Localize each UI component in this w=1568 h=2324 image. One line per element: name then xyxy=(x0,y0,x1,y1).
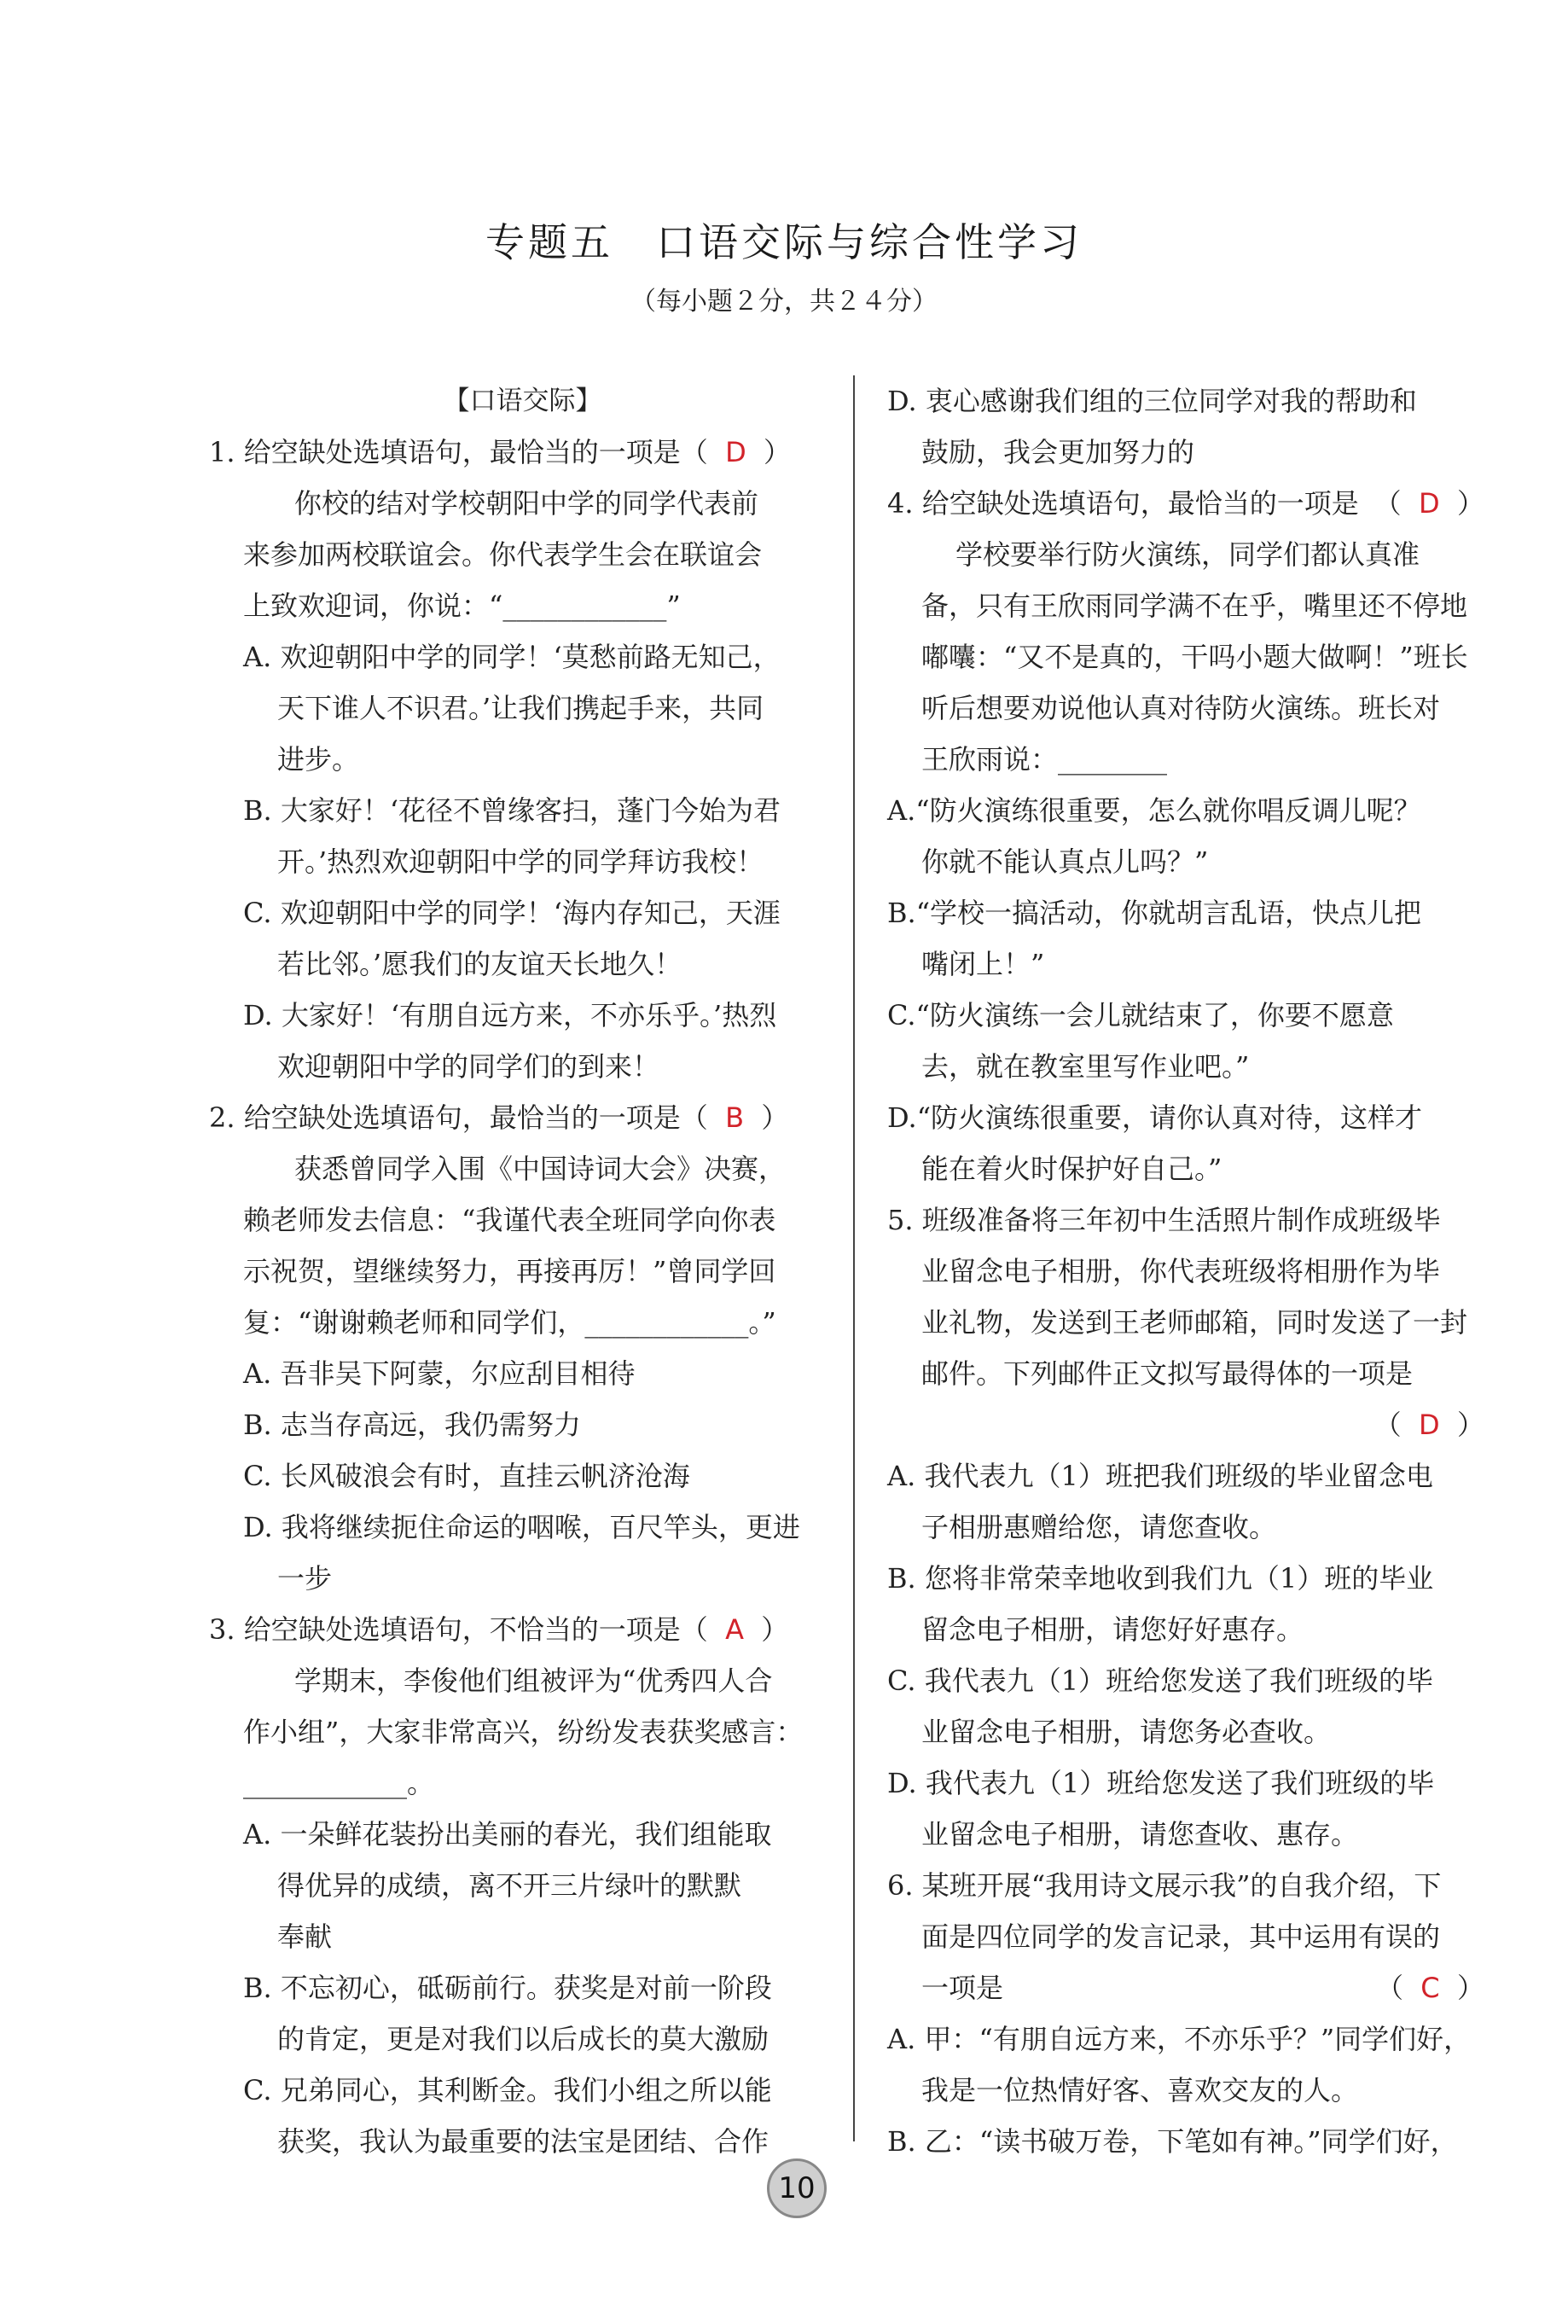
question-5-answer-row: （ D ） xyxy=(1373,1409,1484,1441)
question-1-option-b: B. 大家好！‘花径不曾缘客扫，蓬门今始为君 xyxy=(243,794,781,827)
question-3-option-d: 鼓励，我会更加努力的 xyxy=(921,436,1195,468)
question-2-context: 示祝贺，望继续努力，再接再厉！”曾同学回 xyxy=(243,1255,776,1287)
question-3-answer: A xyxy=(725,1613,744,1646)
question-1-answer: D xyxy=(725,436,746,468)
question-1-option-a: 进步。 xyxy=(277,743,360,776)
question-1-option-c: C. 欢迎朝阳中学的同学！‘海内存知己，天涯 xyxy=(243,897,781,929)
question-1-option-c: 若比邻。’愿我们的友谊天长地久！ xyxy=(277,948,682,980)
question-4-option-b: B.“学校一搞活动，你就胡言乱语，快点儿把 xyxy=(887,897,1422,929)
question-4-option-b: 嘴闭上！” xyxy=(921,948,1045,980)
question-4-option-c: C.“防火演练一会儿就结束了，你要不愿意 xyxy=(887,999,1394,1031)
question-6-option-b: B. 乙：“读书破万卷，下笔如有神。”同学们好， xyxy=(887,2125,1458,2158)
question-5-option-c: 业留念电子相册，请您务必查收。 xyxy=(921,1716,1332,1748)
question-2-context: 复：“谢谢赖老师和同学们，____________。” xyxy=(243,1306,776,1339)
question-4-context: 嘟囔：“又不是真的，干吗小题大做啊！”班长 xyxy=(921,641,1468,673)
question-3-option-a: 奉献 xyxy=(277,1920,333,1953)
question-5-option-d: D. 我代表九（1）班给您发送了我们班级的毕 xyxy=(887,1767,1435,1799)
question-3-option-d: D. 衷心感谢我们组的三位同学对我的帮助和 xyxy=(887,385,1417,417)
question-5-answer: D xyxy=(1419,1409,1440,1441)
question-2-answer: B xyxy=(725,1101,745,1134)
column-divider xyxy=(853,375,855,2141)
question-6-answer: C xyxy=(1420,1972,1440,2004)
question-3-context: 学期末，李俊他们组被评为“优秀四人合 xyxy=(294,1665,773,1697)
question-5-option-c: C. 我代表九（1）班给您发送了我们班级的毕 xyxy=(887,1665,1434,1697)
question-1-option-a: A. 欢迎朝阳中学的同学！‘莫愁前路无知己， xyxy=(243,641,781,673)
question-5-option-a: A. 我代表九（1）班把我们班级的毕业留念电 xyxy=(887,1460,1433,1492)
question-6-stem: 面是四位同学的发言记录，其中运用有误的 xyxy=(921,1920,1441,1953)
question-1-context: 你校的结对学校朝阳中学的同学代表前 xyxy=(294,487,759,520)
question-4-option-a: A.“防火演练很重要，怎么就你唱反调儿呢？ xyxy=(887,794,1421,827)
question-1-stem: 1. 给空缺处选填语句，最恰当的一项是（ D ） xyxy=(209,436,792,468)
page-subtitle: （每小题２分，共２４分） xyxy=(630,287,938,317)
left-column xyxy=(209,375,836,2167)
question-5-option-b: B. 您将非常荣幸地收到我们九（1）班的毕业 xyxy=(887,1562,1434,1595)
question-5-option-b: 留念电子相册，请您好好惠存。 xyxy=(921,1613,1304,1646)
question-1-option-d: 欢迎朝阳中学的同学们的到来！ xyxy=(277,1050,660,1083)
question-4-context: 王欣雨说：________ xyxy=(921,743,1168,776)
question-6-stem: 一项是 （ C ） xyxy=(921,1972,1484,2004)
section-heading: 【口语交际】 xyxy=(443,386,602,416)
question-2-option-c: C. 长风破浪会有时，直挂云帆济沧海 xyxy=(243,1460,690,1492)
question-4-option-d: D.“防火演练很重要，请你认真对待，这样才 xyxy=(887,1101,1423,1134)
question-3-option-c: C. 兄弟同心，其利断金。我们小组之所以能 xyxy=(243,2074,772,2106)
question-4-context: 备，只有王欣雨同学满不在乎，嘴里还不停地 xyxy=(921,590,1468,622)
question-3-context: 作小组”，大家非常高兴，纷纷发表获奖感言： xyxy=(243,1716,804,1748)
question-4-stem: 4. 给空缺处选填语句，最恰当的一项是 （ D ） xyxy=(887,487,1484,520)
question-3-option-a: A. 一朵鲜花装扮出美丽的春光，我们组能取 xyxy=(243,1818,772,1850)
right-column xyxy=(887,375,1484,2167)
question-5-stem: 业留念电子相册，你代表班级将相册作为毕 xyxy=(921,1255,1441,1287)
page-number-badge: 10 xyxy=(767,2158,827,2218)
question-5-stem: 邮件。下列邮件正文拟写最得体的一项是 xyxy=(921,1357,1414,1390)
question-3-option-c: 获奖，我认为最重要的法宝是团结、合作 xyxy=(277,2125,769,2158)
question-6-stem: 6. 某班开展“我用诗文展示我”的自我介绍，下 xyxy=(887,1869,1442,1902)
question-2-option-b: B. 志当存高远，我仍需努力 xyxy=(243,1409,581,1441)
question-5-stem: 5. 班级准备将三年初中生活照片制作成班级毕 xyxy=(887,1204,1441,1236)
question-2-option-d: D. 我将继续扼住命运的咽喉，百尺竿头，更进 xyxy=(243,1511,800,1543)
question-4-option-a: 你就不能认真点儿吗？” xyxy=(921,845,1209,878)
question-5-option-a: 子相册惠赠给您，请您查收。 xyxy=(921,1511,1277,1543)
question-4-context: 学校要举行防火演练，同学们都认真准 xyxy=(955,538,1420,571)
question-4-answer: D xyxy=(1419,487,1440,520)
question-3-stem: 3. 给空缺处选填语句，不恰当的一项是（ A ） xyxy=(209,1613,789,1646)
question-1-option-a: 天下谁人不识君。’让我们携起手来，共同 xyxy=(277,692,764,724)
question-3-context: ____________。 xyxy=(243,1767,435,1799)
question-2-stem: 2. 给空缺处选填语句，最恰当的一项是（ B ） xyxy=(209,1101,789,1134)
question-4-option-d: 能在着火时保护好自己。” xyxy=(921,1153,1222,1185)
question-3-option-b: B. 不忘初心，砥砺前行。获奖是对前一阶段 xyxy=(243,1972,772,2004)
question-4-context: 听后想要劝说他认真对待防火演练。班长对 xyxy=(921,692,1441,724)
question-1-option-b: 开。’热烈欢迎朝阳中学的同学拜访我校！ xyxy=(277,845,764,878)
question-4-option-c: 去，就在教室里写作业吧。” xyxy=(921,1050,1250,1083)
question-6-option-a: A. 甲：“有朋自远方来，不亦乐乎？”同学们好， xyxy=(887,2023,1472,2055)
question-3-option-a: 得优异的成绩，离不开三片绿叶的默默 xyxy=(277,1869,742,1902)
question-2-context: 赖老师发去信息：“我谨代表全班同学向你表 xyxy=(243,1204,776,1236)
question-1-context: 上致欢迎词，你说：“____________” xyxy=(243,590,681,622)
page-title: 专题五 口语交际与综合性学习 xyxy=(485,219,1083,265)
question-2-context: 获悉曾同学入围《中国诗词大会》决赛， xyxy=(294,1153,787,1185)
question-5-option-d: 业留念电子相册，请您查收、惠存。 xyxy=(921,1818,1359,1850)
question-2-option-d: 一步 xyxy=(277,1562,333,1595)
question-5-stem: 业礼物，发送到王老师邮箱，同时发送了一封 xyxy=(921,1306,1468,1339)
question-6-option-a: 我是一位热情好客、喜欢交友的人。 xyxy=(921,2074,1359,2106)
question-1-option-d: D. 大家好！‘有朋自远方来，不亦乐乎。’热烈 xyxy=(243,999,777,1031)
question-1-context: 来参加两校联谊会。你代表学生会在联谊会 xyxy=(243,538,763,571)
question-2-option-a: A. 吾非吴下阿蒙，尔应刮目相待 xyxy=(243,1357,636,1390)
question-3-option-b: 的肯定，更是对我们以后成长的莫大激励 xyxy=(277,2023,769,2055)
